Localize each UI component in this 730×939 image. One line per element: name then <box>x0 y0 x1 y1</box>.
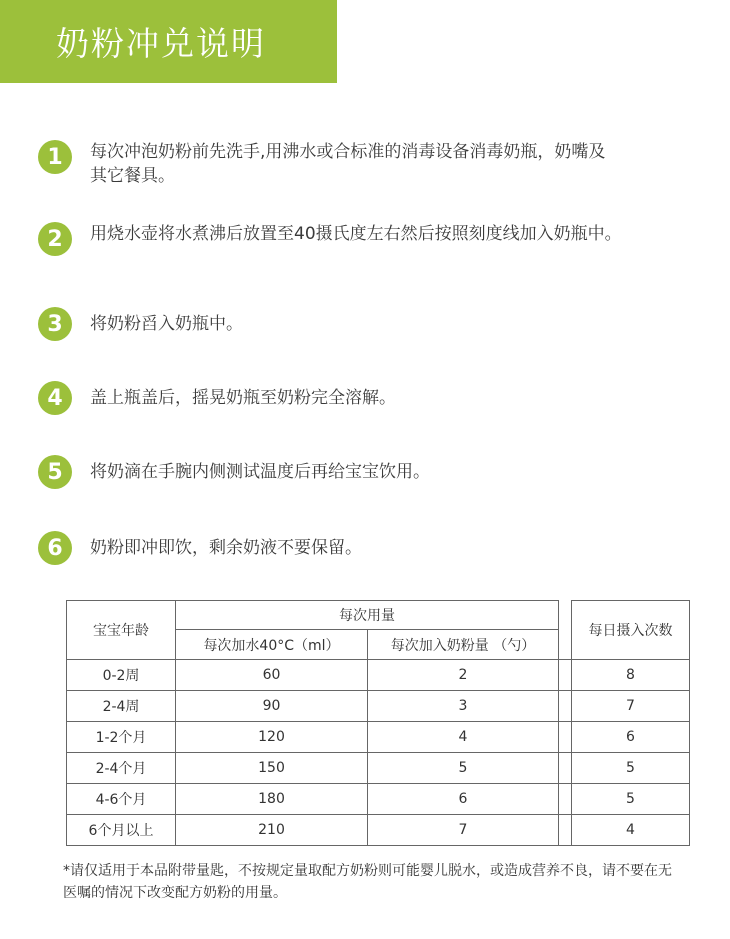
step-number-1-icon: 1 <box>38 140 72 174</box>
step-6-text: 奶粉即冲即饮，剩余奶液不要保留。 <box>90 538 362 558</box>
step-4-text: 盖上瓶盖后，摇晃奶瓶至奶粉完全溶解。 <box>90 388 396 408</box>
table-row <box>67 753 690 784</box>
table-gap <box>559 784 572 815</box>
title-banner <box>0 0 337 83</box>
table-gap <box>559 753 572 784</box>
cell-age: 0-2周 <box>67 660 176 691</box>
table-gap <box>559 660 572 691</box>
cell-age: 2-4个月 <box>67 753 176 784</box>
step-number-6-icon: 6 <box>38 531 72 565</box>
step-3-text: 将奶粉舀入奶瓶中。 <box>90 314 243 334</box>
step-1 <box>38 140 638 188</box>
cell-age: 4-6个月 <box>67 784 176 815</box>
step-4 <box>38 381 638 415</box>
table-row <box>67 691 690 722</box>
table-row <box>67 660 690 691</box>
step-number-4-icon: 4 <box>38 381 72 415</box>
feeding-table <box>66 600 690 846</box>
cell-times: 5 <box>572 753 690 784</box>
header-age: 宝宝年龄 <box>67 601 176 660</box>
cell-times: 6 <box>572 722 690 753</box>
cell-powder: 3 <box>368 691 559 722</box>
cell-water: 120 <box>176 722 368 753</box>
cell-powder: 6 <box>368 784 559 815</box>
step-number-2-icon: 2 <box>38 222 72 256</box>
header-powder: 每次加入奶粉量 （勺） <box>368 630 559 660</box>
table-gap <box>559 722 572 753</box>
table-row <box>67 722 690 753</box>
cell-powder: 4 <box>368 722 559 753</box>
page-title: 奶粉冲兑说明 <box>56 24 266 63</box>
step-5-text: 将奶滴在手腕内侧测试温度后再给宝宝饮用。 <box>90 462 430 482</box>
cell-age: 1-2个月 <box>67 722 176 753</box>
table-gap <box>559 691 572 722</box>
cell-water: 90 <box>176 691 368 722</box>
step-6 <box>38 531 638 565</box>
header-times-per-day: 每日摄入次数 <box>572 601 690 660</box>
cell-water: 150 <box>176 753 368 784</box>
step-number-3-icon: 3 <box>38 307 72 341</box>
cell-powder: 2 <box>368 660 559 691</box>
table-gap <box>559 601 572 660</box>
cell-age: 2-4周 <box>67 691 176 722</box>
header-per-feed: 每次用量 <box>176 601 559 630</box>
cell-times: 4 <box>572 815 690 846</box>
cell-age: 6个月以上 <box>67 815 176 846</box>
step-2-text: 用烧水壶将水煮沸后放置至40摄氏度左右然后按照刻度线加入奶瓶中。 <box>90 224 622 244</box>
cell-water: 210 <box>176 815 368 846</box>
cell-times: 8 <box>572 660 690 691</box>
cell-powder: 7 <box>368 815 559 846</box>
cell-times: 7 <box>572 691 690 722</box>
step-2 <box>38 222 638 256</box>
step-3 <box>38 307 638 341</box>
usage-note: *请仅适用于本品附带量匙，不按规定量取配方奶粉则可能婴儿脱水，或造成营养不良，请不要在无医嘱的情况下改变配方奶粉的用量。 <box>63 863 672 901</box>
step-1-text: 每次冲泡奶粉前先洗手,用沸水或合标准的消毒设备消毒奶瓶，奶嘴及其它餐具。 <box>90 142 606 186</box>
cell-water: 60 <box>176 660 368 691</box>
step-number-5-icon: 5 <box>38 455 72 489</box>
header-water: 每次加水40°C（ml） <box>176 630 368 660</box>
cell-times: 5 <box>572 784 690 815</box>
table-row <box>67 815 690 846</box>
table-gap <box>559 815 572 846</box>
table-row <box>67 784 690 815</box>
cell-powder: 5 <box>368 753 559 784</box>
cell-water: 180 <box>176 784 368 815</box>
step-5 <box>38 455 638 489</box>
